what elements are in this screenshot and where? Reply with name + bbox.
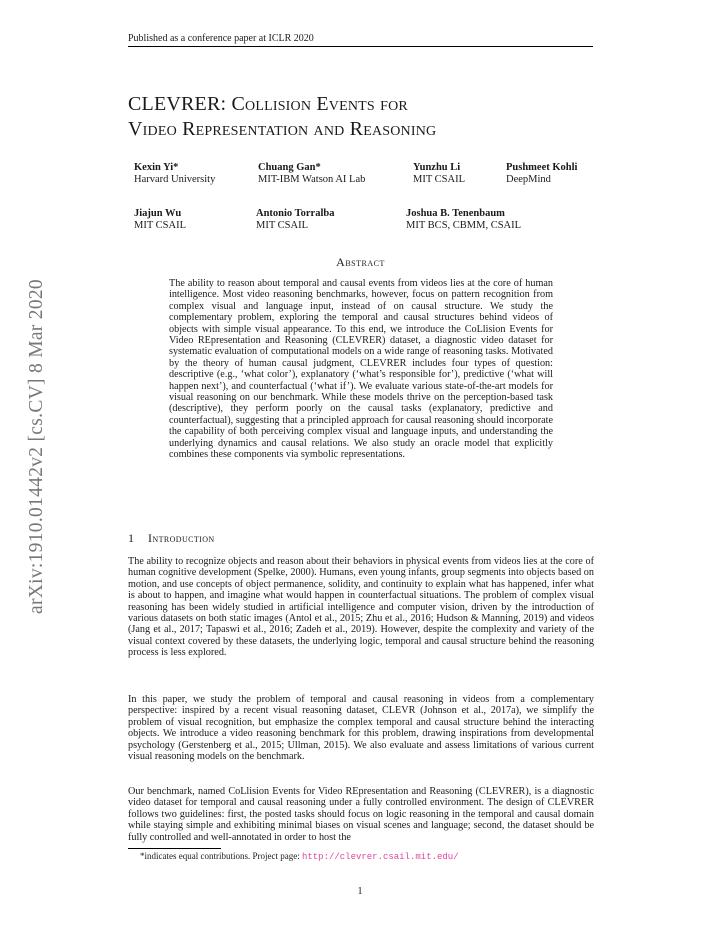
author-block	[506, 162, 577, 186]
footnote-text: *indicates equal contributions. Project page:	[140, 851, 302, 861]
header-rule	[128, 46, 593, 47]
footnote-rule	[128, 848, 221, 849]
intro-paragraph-2: In this paper, we study the problem of temporal and causal reasoning in videos from a complementary perspective: inspired by a recent visual reasoning dataset, CLEVR (Johnson et al., 2017a), we simplify the problem of visual recognition, but emphasize the complex temporal and causal structure behind the interacting objects. We introduce a video reasoning benchmark for this problem, drawing inspirations from developmental psychology (Gerstenberg et al., 2015; Ullman, 2015). We also evaluate and assess limitations of various current visual reasoning models on the benchmark.	[128, 694, 594, 763]
title-line2: Video Representation and Reasoning	[128, 118, 437, 140]
intro-paragraph-1: The ability to recognize objects and reason about their behaviors in physical events from videos lies at the core of human cognitive development (Spelke, 2000). Humans, even young infants, group segments into objects based on motion, and use concepts of object permanence, solidity, and continuity to explain what has happened, infer what is about to happen, and imagine what would happen in counterfactual situations. The problem of complex visual reasoning has been widely studied in artificial intelligence and computer vision, driven by the introduction of various datasets on both static images (Antol et al., 2015; Zhu et al., 2016; Hudson & Manning, 2019) and videos (Jang et al., 2017; Tapaswi et al., 2016; Zadeh et al., 2019). However, despite the complexity and variety of the visual context covered by these datasets, the underlying logic, temporal and causal structure behind the reasoning process is less explored.	[128, 556, 594, 659]
author-affiliation: MIT CSAIL	[256, 220, 309, 231]
title-line1-first: CLEVRER:	[128, 93, 232, 115]
intro-paragraph-3: Our benchmark, named CoLlision Events for Video REpresentation and Reasoning (CLEVRER), is a diagnostic video dataset for temporal and causal reasoning under a fully controlled environment. The design of CLEVRER follows two guidelines: first, the posted tasks should focus on logic reasoning in the temporal and causal domain while staying simple and exhibiting minimal biases on visual scenes and language; second, the dataset should be fully controlled and well-annotated in order to host the	[128, 786, 594, 843]
author-block	[406, 208, 521, 232]
author-name: Kexin Yi*	[134, 162, 179, 173]
page-number: 1	[357, 886, 363, 897]
author-affiliation: MIT BCS, CBMM, CSAIL	[406, 220, 522, 231]
author-name: Pushmeet Kohli	[506, 162, 578, 173]
author-block	[258, 162, 365, 186]
running-head: Published as a conference paper at ICLR 2020	[128, 33, 314, 44]
arxiv-stamp: arXiv:1910.01442v2 [cs.CV] 8 Mar 2020	[26, 279, 47, 614]
paper-title	[128, 92, 436, 142]
abstract-text: The ability to reason about temporal and causal events from videos lies at the core of human intelligence. Most video reasoning benchmarks, however, focus on pattern recognition from complex visual and language input, instead of on causal structure. We study the complementary problem, exploring the temporal and causal structures behind videos of objects with simple visual appearance. To this end, we introduce the CoLlision Events for Video REpresentation and Reasoning (CLEVRER) dataset, a diagnostic video dataset for systematic evaluation of computational models on a wide range of reasoning tasks. Motivated by the theory of human causal judgment, CLEVRER includes four types of question: descriptive (e.g., ‘what color’), explanatory (‘what’s responsible for’), predictive (‘what will happen next’), and counterfactual (‘what if’). We evaluate various state-of-the-art models for visual reasoning on our benchmark. While these models thrive on the perception-based task (descriptive), they perform poorly on the causal tasks (explanatory, predictive and counterfactual), suggesting that a principled approach for causal reasoning should incorporate the capability of both perceiving complex visual and language inputs, and understanding the underlying dynamics and causal relations. We also study an oracle model that explicitly combines these components via symbolic representations.	[169, 278, 553, 461]
author-name: Jiajun Wu	[134, 208, 182, 219]
author-name: Antonio Torralba	[256, 208, 335, 219]
author-affiliation: MIT-IBM Watson AI Lab	[258, 174, 366, 185]
author-block	[134, 162, 215, 186]
author-block	[256, 208, 334, 232]
author-affiliation: MIT CSAIL	[413, 174, 466, 185]
author-affiliation: DeepMind	[506, 174, 551, 185]
title-line1-rest: Collision Events for	[231, 93, 408, 115]
footnote	[140, 851, 459, 862]
author-block	[134, 208, 186, 232]
author-name: Joshua B. Tenenbaum	[406, 208, 505, 219]
section-number: 1	[128, 531, 134, 545]
author-affiliation: Harvard University	[134, 174, 216, 185]
author-block	[413, 162, 465, 186]
abstract-heading: Abstract	[336, 255, 385, 269]
author-affiliation: MIT CSAIL	[134, 220, 187, 231]
project-page-link[interactable]: http://clevrer.csail.mit.edu/	[301, 852, 459, 862]
author-name: Chuang Gan*	[258, 162, 321, 173]
author-name: Yunzhu Li	[413, 162, 461, 173]
section-title: Introduction	[148, 531, 215, 545]
section-heading	[128, 531, 215, 546]
